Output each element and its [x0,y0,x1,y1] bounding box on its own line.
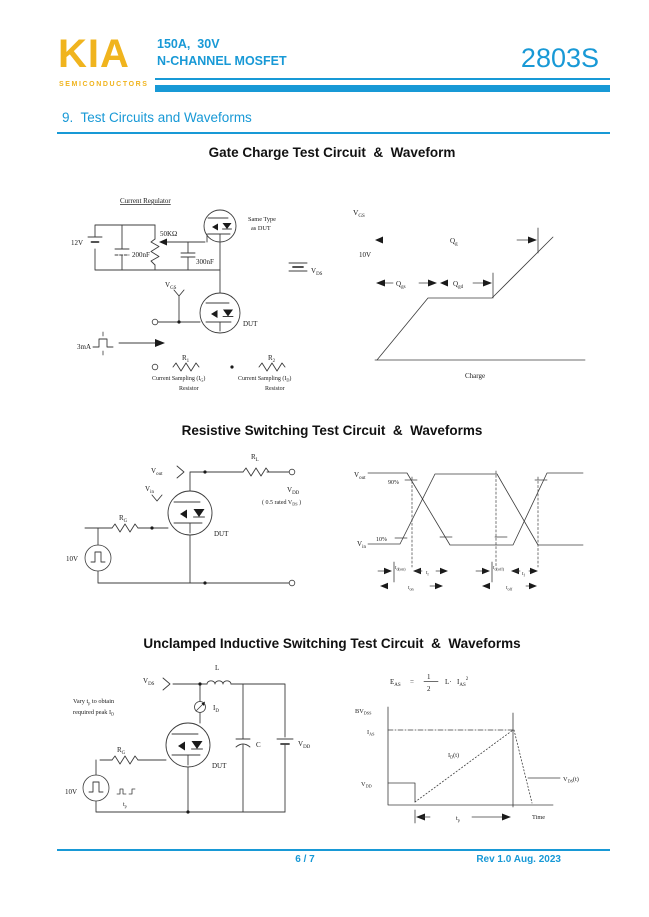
10v-label: 10V [65,788,78,796]
uis-circuit-diagram [55,655,345,825]
c1-label: 200nF [132,251,150,259]
part-rating-line: 150A, 30V [157,37,220,51]
svg-text:Qgs: $Q_{gs}$ [396,280,406,290]
id-current-probe [195,702,206,713]
svg-text:2: 2 [427,685,431,693]
rl-label: $R_L$ [251,453,259,463]
vds-fall-dotted [514,730,532,803]
wave-vgs-label: $V_{GS}$ [353,208,365,219]
brand-logo: KIA [58,32,130,76]
r2-caption-2: Resistor [265,386,285,392]
svg-text:1: 1 [427,673,431,681]
drain-node-dot [203,470,206,473]
vdd-terminal [289,469,295,475]
rg-label: $R_G$ [117,746,126,756]
bottom-node-dot [186,810,189,813]
mid-dot [230,365,233,368]
svg-text:td(on): $t_{d(on)}$ [395,565,406,572]
header-rule-thin [155,78,610,80]
i3ma-label: 3mA [77,343,91,351]
resistive-switching-waveform [350,455,620,605]
source-node-dot [203,581,206,584]
dut-label: DUT [212,762,227,770]
gate-charge-curve [375,228,585,360]
svg-text:td(off): $t_{d(off)}$ [493,565,505,572]
rg-resistor [112,524,138,532]
gate-charge-waveform [345,195,620,390]
same-type-label-2: as DUT [251,225,271,232]
part-number: 2803S [520,43,599,73]
pot-wiper-arrow [159,239,167,246]
vgs-probe [174,290,184,322]
timing-dashed-lines [412,471,538,567]
svg-text:tp: $t_p$ [456,815,460,823]
tp-pulse-marks [117,789,135,794]
svg-text:=: = [410,678,414,686]
mosfet-dut [168,491,212,535]
v12-label: 12V [71,239,84,247]
svg-text:IAS2: $I_{AS}^2$ [457,677,469,688]
time-label: Time [532,814,546,821]
svg-text:Qgd: $Q_{gd}$ [453,280,464,290]
qgs-annotation [376,280,448,291]
input-terminal [152,319,158,325]
qg-arrowhead [528,237,537,244]
pulse-3ma [93,332,113,355]
idt-label: $I_D(t)$ [448,752,460,760]
charge-axis-label: Charge [465,372,486,380]
p90-label: 90% [388,480,399,486]
r2-resistor [259,363,285,371]
vdst-label: $V_{DS}(t)$ [563,776,579,784]
pot-label: 50KΩ [160,230,178,238]
r1-terminal [152,364,158,370]
axes [388,707,553,807]
pulse-source [83,760,109,801]
rl-resistor [243,468,269,476]
svg-text:L·: L· [445,678,452,686]
vds-probe [163,678,170,690]
vds-supply-label: $V_{DS}$ [311,267,323,277]
mosfet-dut [166,723,210,767]
wave-vin-label: $V_{in}$ [357,540,366,550]
vdd-step [388,783,415,802]
c2-label: 300nF [196,258,214,266]
tp-label: $t_p$ [123,802,127,809]
mosfet-dut [200,293,240,333]
cap-200nf [115,249,129,255]
p10-label: 10% [376,537,387,543]
uis-waveform [350,660,628,830]
same-type-label-1: Same Type [248,216,276,223]
current-regulator-label: Current Regulator [120,197,171,205]
vdd-note: ( 0.5 rated $V_{DS}$ ) [262,500,302,507]
ias-label: $I_{AS}$ [367,729,375,737]
svg-text:toff: $t_{off}$ [506,585,513,592]
vdd-label: $V_{DD}$ [298,740,311,750]
rg-label: $R_G$ [119,514,128,524]
inductor-label: L [215,664,220,672]
section-underline [57,132,610,134]
eas-formula [390,673,469,693]
vgs-probe-label: $V_{GS}$ [165,281,177,291]
vds-supply [289,263,307,271]
svg-text:ton: $t_{on}$ [408,585,414,592]
gate-node-dot [150,526,153,529]
drive-arrowhead [155,339,165,347]
qg-label: $Q_g$ [450,237,458,247]
dut-label: DUT [214,530,229,538]
junction-dot [177,320,180,323]
10v-label: 10V [66,555,79,563]
svg-text:tr: $t_r$ [426,570,429,577]
cap-label: C [256,741,261,749]
timing-annotations-off [476,562,538,591]
note-line-2: required peak $I_D$ [73,709,115,717]
wave-vout-label: $V_{out}$ [354,471,366,481]
vout-trace [368,473,583,545]
header-rule-thick [155,85,610,92]
r1-label: $R_1$ [182,354,190,364]
rg-resistor [112,756,138,764]
vdd-level-label: $V_{DD}$ [361,781,372,789]
pot-50k [151,239,159,265]
cap-300nf [181,253,195,257]
page-number: 6 / 7 [295,854,315,865]
dut-label: DUT [243,320,258,328]
brand-logo-subtext: SEMICONDUCTORS [59,81,149,88]
battery-12v [88,237,102,242]
part-type-line: N-CHANNEL MOSFET [157,54,287,68]
mosfet-same-type [204,210,236,242]
section-title: 9. Test Circuits and Waveforms [62,110,252,125]
r2-label: $R_2$ [268,354,276,364]
r1-resistor [173,363,199,371]
r2-caption: Current Sampling $(I_D)$ [238,376,292,383]
fig2-title: Resistive Switching Test Circuit & Waveforms [181,423,483,438]
vin-label: $V_{in}$ [145,485,154,495]
gate-charge-circuit-diagram [55,185,345,400]
pulse-source [85,528,111,571]
id-probe-label: $I_D$ [213,704,219,714]
timing-annotations-on [378,562,448,591]
note-line-1: Vary $t_p$ to obtain [73,698,115,706]
battery-vdd [277,739,293,744]
vin-trace [368,474,583,545]
r1-caption: Current Sampling $(I_G)$ [152,376,206,383]
qgd-annotation [453,280,492,291]
id-ramp-dotted [415,730,513,802]
return-terminal [289,580,295,586]
fig1-title: Gate Charge Test Circuit & Waveform [208,145,456,160]
10v-arrowhead [375,237,383,244]
top-node-dot [198,682,201,685]
10v-label: 10V [359,251,372,259]
vds-probe-label: $V_{DS}$ [143,677,155,687]
circuit-wires [85,472,289,583]
vout-label: $V_{out}$ [151,467,163,477]
revision-label: Rev 1.0 Aug. 2023 [476,854,561,865]
vdd-label: $V_{DD}$ [287,486,300,496]
vin-probe [152,495,162,501]
resistive-switching-circuit-diagram [55,440,345,600]
r1-caption-2: Resistor [179,386,199,392]
svg-text:tf: $t_f$ [522,571,525,578]
tp-annotation [415,810,511,823]
bvdss-label: $BV_{DSS}$ [355,708,372,716]
vout-probe [177,466,184,478]
fig3-title: Unclamped Inductive Switching Test Circuit & Waveforms [143,636,521,651]
svg-text:EAS: $E_{AS}$ [390,678,401,688]
footer-rule [57,849,610,851]
